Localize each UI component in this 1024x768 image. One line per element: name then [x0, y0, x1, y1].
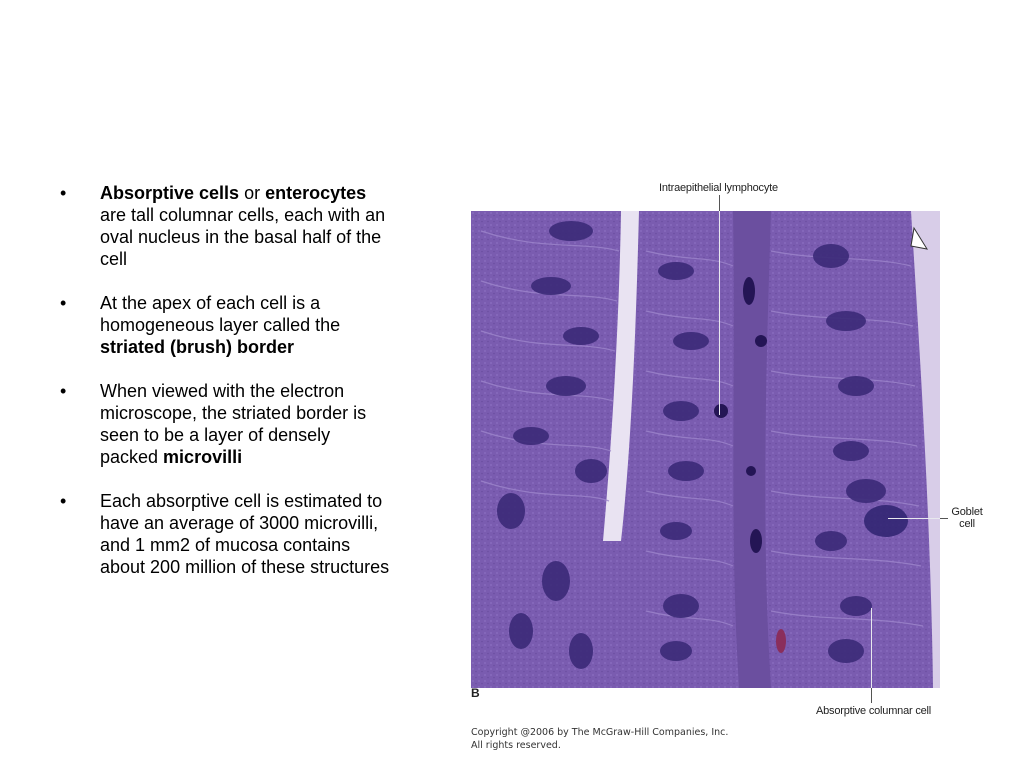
text-span: Each absorptive cell is estimated to have an average of 3000 microvilli, and 1 mm2 of mucosa contains about 200 million of these structures: [100, 491, 390, 577]
text-span: When viewed with the electron microscope, the striated border is seen to be a layer of densely packed: [100, 381, 367, 467]
label-absorptive-columnar-cell: Absorptive columnar cell: [816, 705, 932, 717]
leader-line-lymphocyte: [719, 195, 720, 211]
bullet-text: [100, 491, 389, 577]
leader-line-goblet: [888, 518, 940, 519]
label-goblet-line-2: cell: [959, 518, 975, 530]
leader-line-absorptive: [871, 608, 872, 688]
bullet-marker: •: [60, 381, 67, 401]
bold-term: microvilli: [163, 447, 243, 467]
bullet-item: [60, 292, 390, 358]
text-span: At the apex of each cell is a homogeneous layer called the: [100, 293, 341, 335]
leader-line-lymphocyte-inner: [719, 211, 720, 415]
leader-line-goblet-outer: [940, 518, 948, 519]
bullet-marker: •: [60, 491, 67, 511]
histology-figure: [460, 178, 1000, 758]
copyright-notice: [471, 726, 728, 752]
bullet-list: [60, 182, 390, 600]
label-goblet-cell: [950, 506, 984, 530]
bullet-marker: •: [60, 183, 67, 203]
copyright-line-1: Copyright @2006 by The McGraw-Hill Companies, Inc.: [471, 727, 729, 738]
bold-term: striated (brush) border: [100, 337, 295, 357]
micrograph-image: [471, 211, 940, 688]
bullet-text: [100, 381, 366, 467]
label-intraepithelial-lymphocyte: Intraepithelial lymphocyte: [659, 182, 778, 194]
text-span: or: [239, 183, 266, 203]
label-goblet-line-1: Goblet: [951, 506, 983, 518]
bold-term: Absorptive cells: [100, 183, 240, 203]
leader-line-absorptive-outer: [871, 688, 872, 703]
panel-letter: B: [471, 686, 480, 700]
bullet-marker: •: [60, 293, 67, 313]
bullet-item: [60, 380, 390, 468]
bullet-item: [60, 490, 390, 578]
bullet-text: [100, 183, 385, 269]
bullet-text: [100, 293, 340, 357]
bold-term: enterocytes: [265, 183, 367, 203]
bullet-item: [60, 182, 390, 270]
text-span: are tall columnar cells, each with an oval nucleus in the basal half of the cell: [100, 205, 386, 269]
copyright-line-2: All rights reserved.: [471, 740, 561, 751]
